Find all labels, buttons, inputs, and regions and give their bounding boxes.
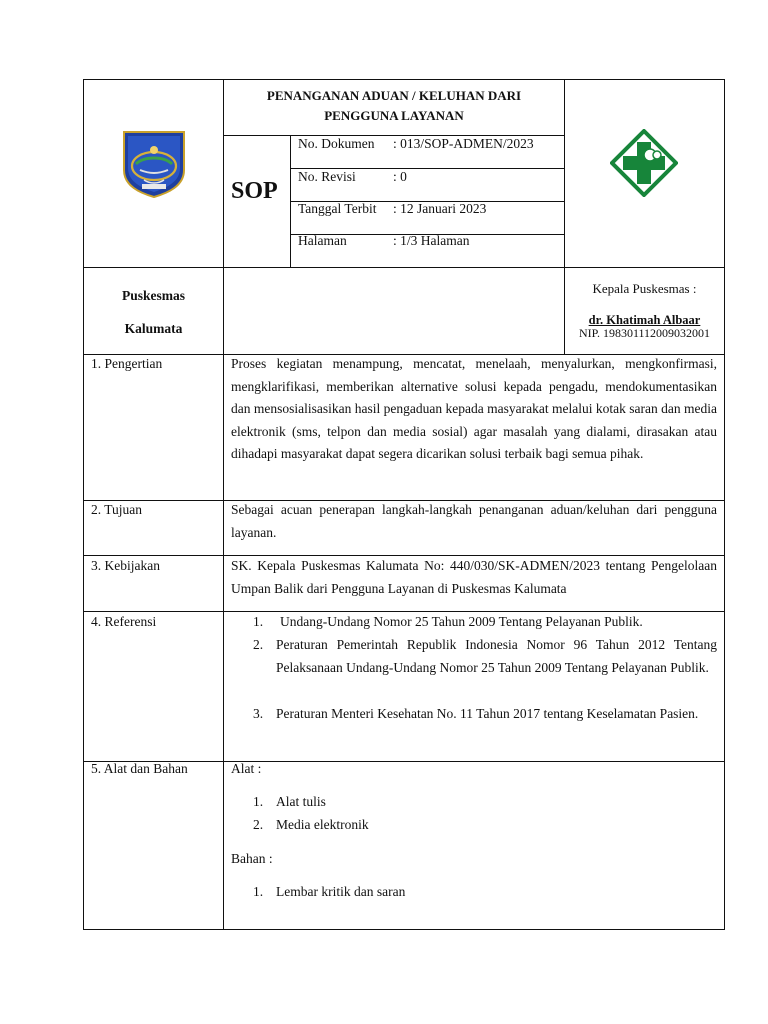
list-item-number: 2. (253, 637, 264, 652)
puskesmas-name-line-1: Puskesmas (121, 288, 185, 303)
puskesmas-name-line-2: Kalumata (124, 321, 183, 336)
meta-label-halaman: Halaman (298, 233, 347, 248)
meta-label-dokumen: No. Dokumen (298, 136, 375, 151)
head-nip: NIP. 198301112009032001 (578, 326, 711, 340)
alat-item-number: 1. (253, 794, 264, 809)
document-title-line-2: PENGGUNA LAYANAN (324, 108, 464, 123)
list-item-text: Peraturan Pemerintah Republik Indonesia Nomor 96 Tahun 2012 Tentang Pelaksanaan Undang-Undang Nomor 25 Tahun 2009 Tentang Pelayanan Publik. (276, 637, 717, 675)
section-label-tujuan: 2. Tujuan (91, 502, 143, 517)
list-item-number: 1. (253, 614, 264, 629)
head-name: dr. Khatimah Albaar (588, 313, 701, 327)
meta-value-tanggal: : 12 Januari 2023 (393, 201, 487, 216)
meta-value-dokumen: : 013/SOP-ADMEN/2023 (393, 136, 534, 151)
list-item-text: Peraturan Menteri Kesehatan No. 11 Tahun 2017 tentang Keselamatan Pasien. (276, 706, 699, 721)
table-border-left (83, 79, 84, 930)
table-border-bottom (83, 929, 725, 930)
list-item-number: 3. (253, 706, 264, 721)
header-divider-1 (223, 79, 224, 930)
meta-label-tanggal: Tanggal Terbit (298, 201, 377, 216)
regional-government-emblem-icon (122, 130, 186, 198)
list-item-text: Undang-Undang Nomor 25 Tahun 2009 Tentang Pelayanan Publik. (280, 614, 643, 629)
table-border-right (724, 79, 725, 930)
section-label-referensi: 4. Referensi (91, 614, 157, 629)
section-body-pengertian: Proses kegiatan menampung, mencatat, menelaah, menyalurkan, mengkonfirmasi, mengklarifikasi, memberikan alternative solusi kepada pengadu, mendokumentasikan dan mensosialisasikan hasil pengaduan kepada masyarakat melalui kotak saran dan media elektronik (sms, telpon dan media sosial) agar masalah yang dialami, dirasakan atau dihadapi masyarakat dapat segera dicarikan solusi terbaik bagi semua pihak. (231, 356, 717, 461)
document-title (224, 86, 564, 126)
puskesmas-cross-logo-icon (610, 129, 678, 197)
bahan-item-number: 1. (253, 884, 264, 899)
section-body-kebijakan: SK. Kepala Puskesmas Kalumata No: 440/030/SK-ADMEN/2023 tentang Pengelolaan Umpan Balik dari Pengguna Layanan di Puskesmas Kalumata (231, 558, 717, 596)
meta-value-halaman: : 1/3 Halaman (393, 233, 470, 248)
section-label-alat-bahan: 5. Alat dan Bahan (91, 761, 188, 776)
section-body-tujuan: Sebagai acuan penerapan langkah-langkah penanganan aduan/keluhan dari pengguna layanan. (231, 502, 717, 540)
alat-item-text: Media elektronik (276, 817, 369, 832)
head-title: Kepala Puskesmas : (592, 281, 697, 296)
alat-item-number: 2. (253, 817, 264, 832)
alat-item-text: Alat tulis (276, 794, 326, 809)
meta-value-revisi: : 0 (393, 169, 407, 184)
document-title-line-1: PENANGANAN ADUAN / KELUHAN DARI (266, 88, 522, 103)
header-bottom-line (83, 267, 725, 268)
sop-label: SOP (231, 178, 278, 204)
bahan-heading: Bahan : (231, 851, 273, 866)
alat-heading: Alat : (231, 761, 262, 776)
section-label-pengertian: 1. Pengertian (91, 356, 163, 371)
meta-label-revisi: No. Revisi (298, 169, 356, 184)
bahan-item-text: Lembar kritik dan saran (276, 884, 406, 899)
section-label-kebijakan: 3. Kebijakan (91, 558, 160, 573)
table-border-top (83, 79, 725, 80)
